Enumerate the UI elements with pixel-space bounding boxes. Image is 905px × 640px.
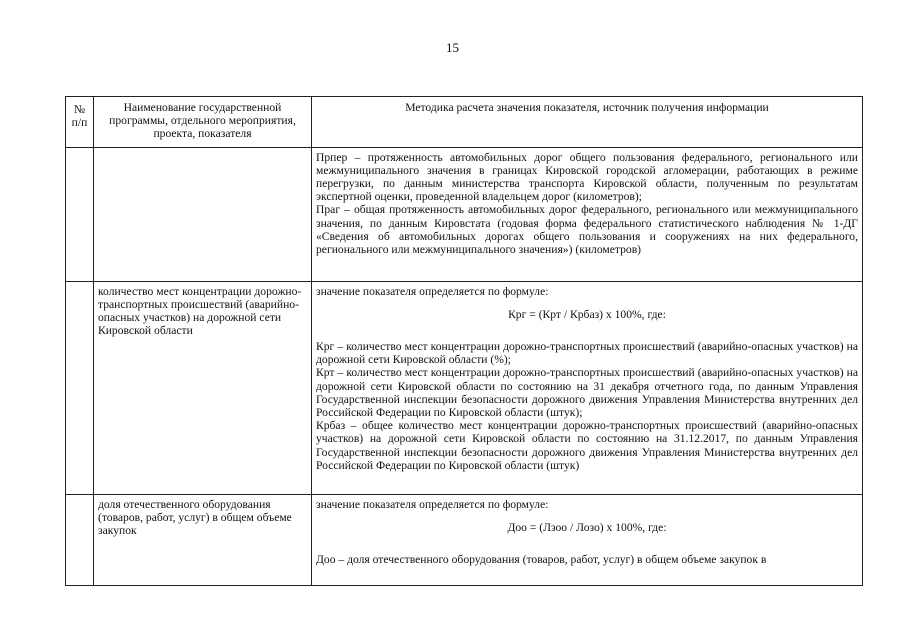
row-number <box>66 281 94 494</box>
row-number <box>66 147 94 281</box>
table-row <box>66 147 863 281</box>
method-paragraph: Крт – количество мест концентрации дорожно-транспортных происшествий (аварийно-опасных участков) на дорожной сети Кировской области по состоянию на 31 декабря отчетного года, по данным Управления Государственной инспекции безопасности дорожного движения Управления Министерства внутренних дел Российской Федерации по Кировской области (штук); <box>316 366 858 420</box>
table-header-row <box>66 97 863 148</box>
formula-intro: значение показателя определяется по формуле: <box>316 284 549 298</box>
row-name <box>94 147 312 281</box>
row-method <box>312 147 863 281</box>
formula: Доо = (Лзоо / Лозо) х 100%, где: <box>507 520 667 534</box>
header-number: № п/п <box>66 97 94 148</box>
method-paragraph: Праг – общая протяженность автомобильных дорог федерального, регионального или межмуниципального значения, по данным Кировстата (годовая форма федерального статистического наблюдения № 1-ДГ «Сведения об автомобильных дорогах общего пользования и сооружениях на них федерального, регионального или межмуниципального значения») (километров) <box>316 203 858 257</box>
formula-intro: значение показателя определяется по формуле: <box>316 497 549 511</box>
formula: Кpг = (Крт / Крбаз) х 100%, где: <box>508 307 666 321</box>
header-name: Наименование государственной программы, отдельного мероприятия, проекта, показателя <box>94 97 312 148</box>
method-paragraph: Пpпер – протяженность автомобильных дорог общего пользования федерального, регионального или межмуниципального значения в границах Кировской городской агломерации, работающих в режиме перегрузки, по данным министерства транспорта Кировской области, полученным по результатам экспертной оценки, проведенной владельцем дорог (километров); <box>316 150 858 204</box>
method-paragraph: Доо – доля отечественного оборудования (товаров, работ, услуг) в общем объеме закупок в <box>316 553 767 567</box>
row-method <box>312 494 863 585</box>
indicator-table <box>65 96 863 586</box>
header-method: Методика расчета значения показателя, источник получения информации <box>312 97 863 148</box>
row-number <box>66 494 94 585</box>
row-name: количество мест концентрации дорожно-транспортных происшествий (аварийно-опасных участков) на дорожной сети Кировской области <box>94 281 312 494</box>
method-paragraph: Кpг – количество мест концентрации дорожно-транспортных происшествий (аварийно-опасных участков) на дорожной сети Кировской области (%); <box>316 340 858 367</box>
row-name: доля отечественного оборудования (товаров, работ, услуг) в общем объеме закупок <box>94 494 312 585</box>
table-row <box>66 281 863 494</box>
row-method <box>312 281 863 494</box>
page-number: 15 <box>446 40 459 55</box>
method-paragraph: Крбаз – общее количество мест концентрации дорожно-транспортных происшествий (аварийно-опасных участков) на дорожной сети Кировской области по состоянию на 31.12.2017, по данным Управления Государственной инспекции безопасности дорожного движения Управления Министерства внутренних дел Российской Федерации по Кировской области (штук) <box>316 419 858 472</box>
table-row <box>66 494 863 585</box>
